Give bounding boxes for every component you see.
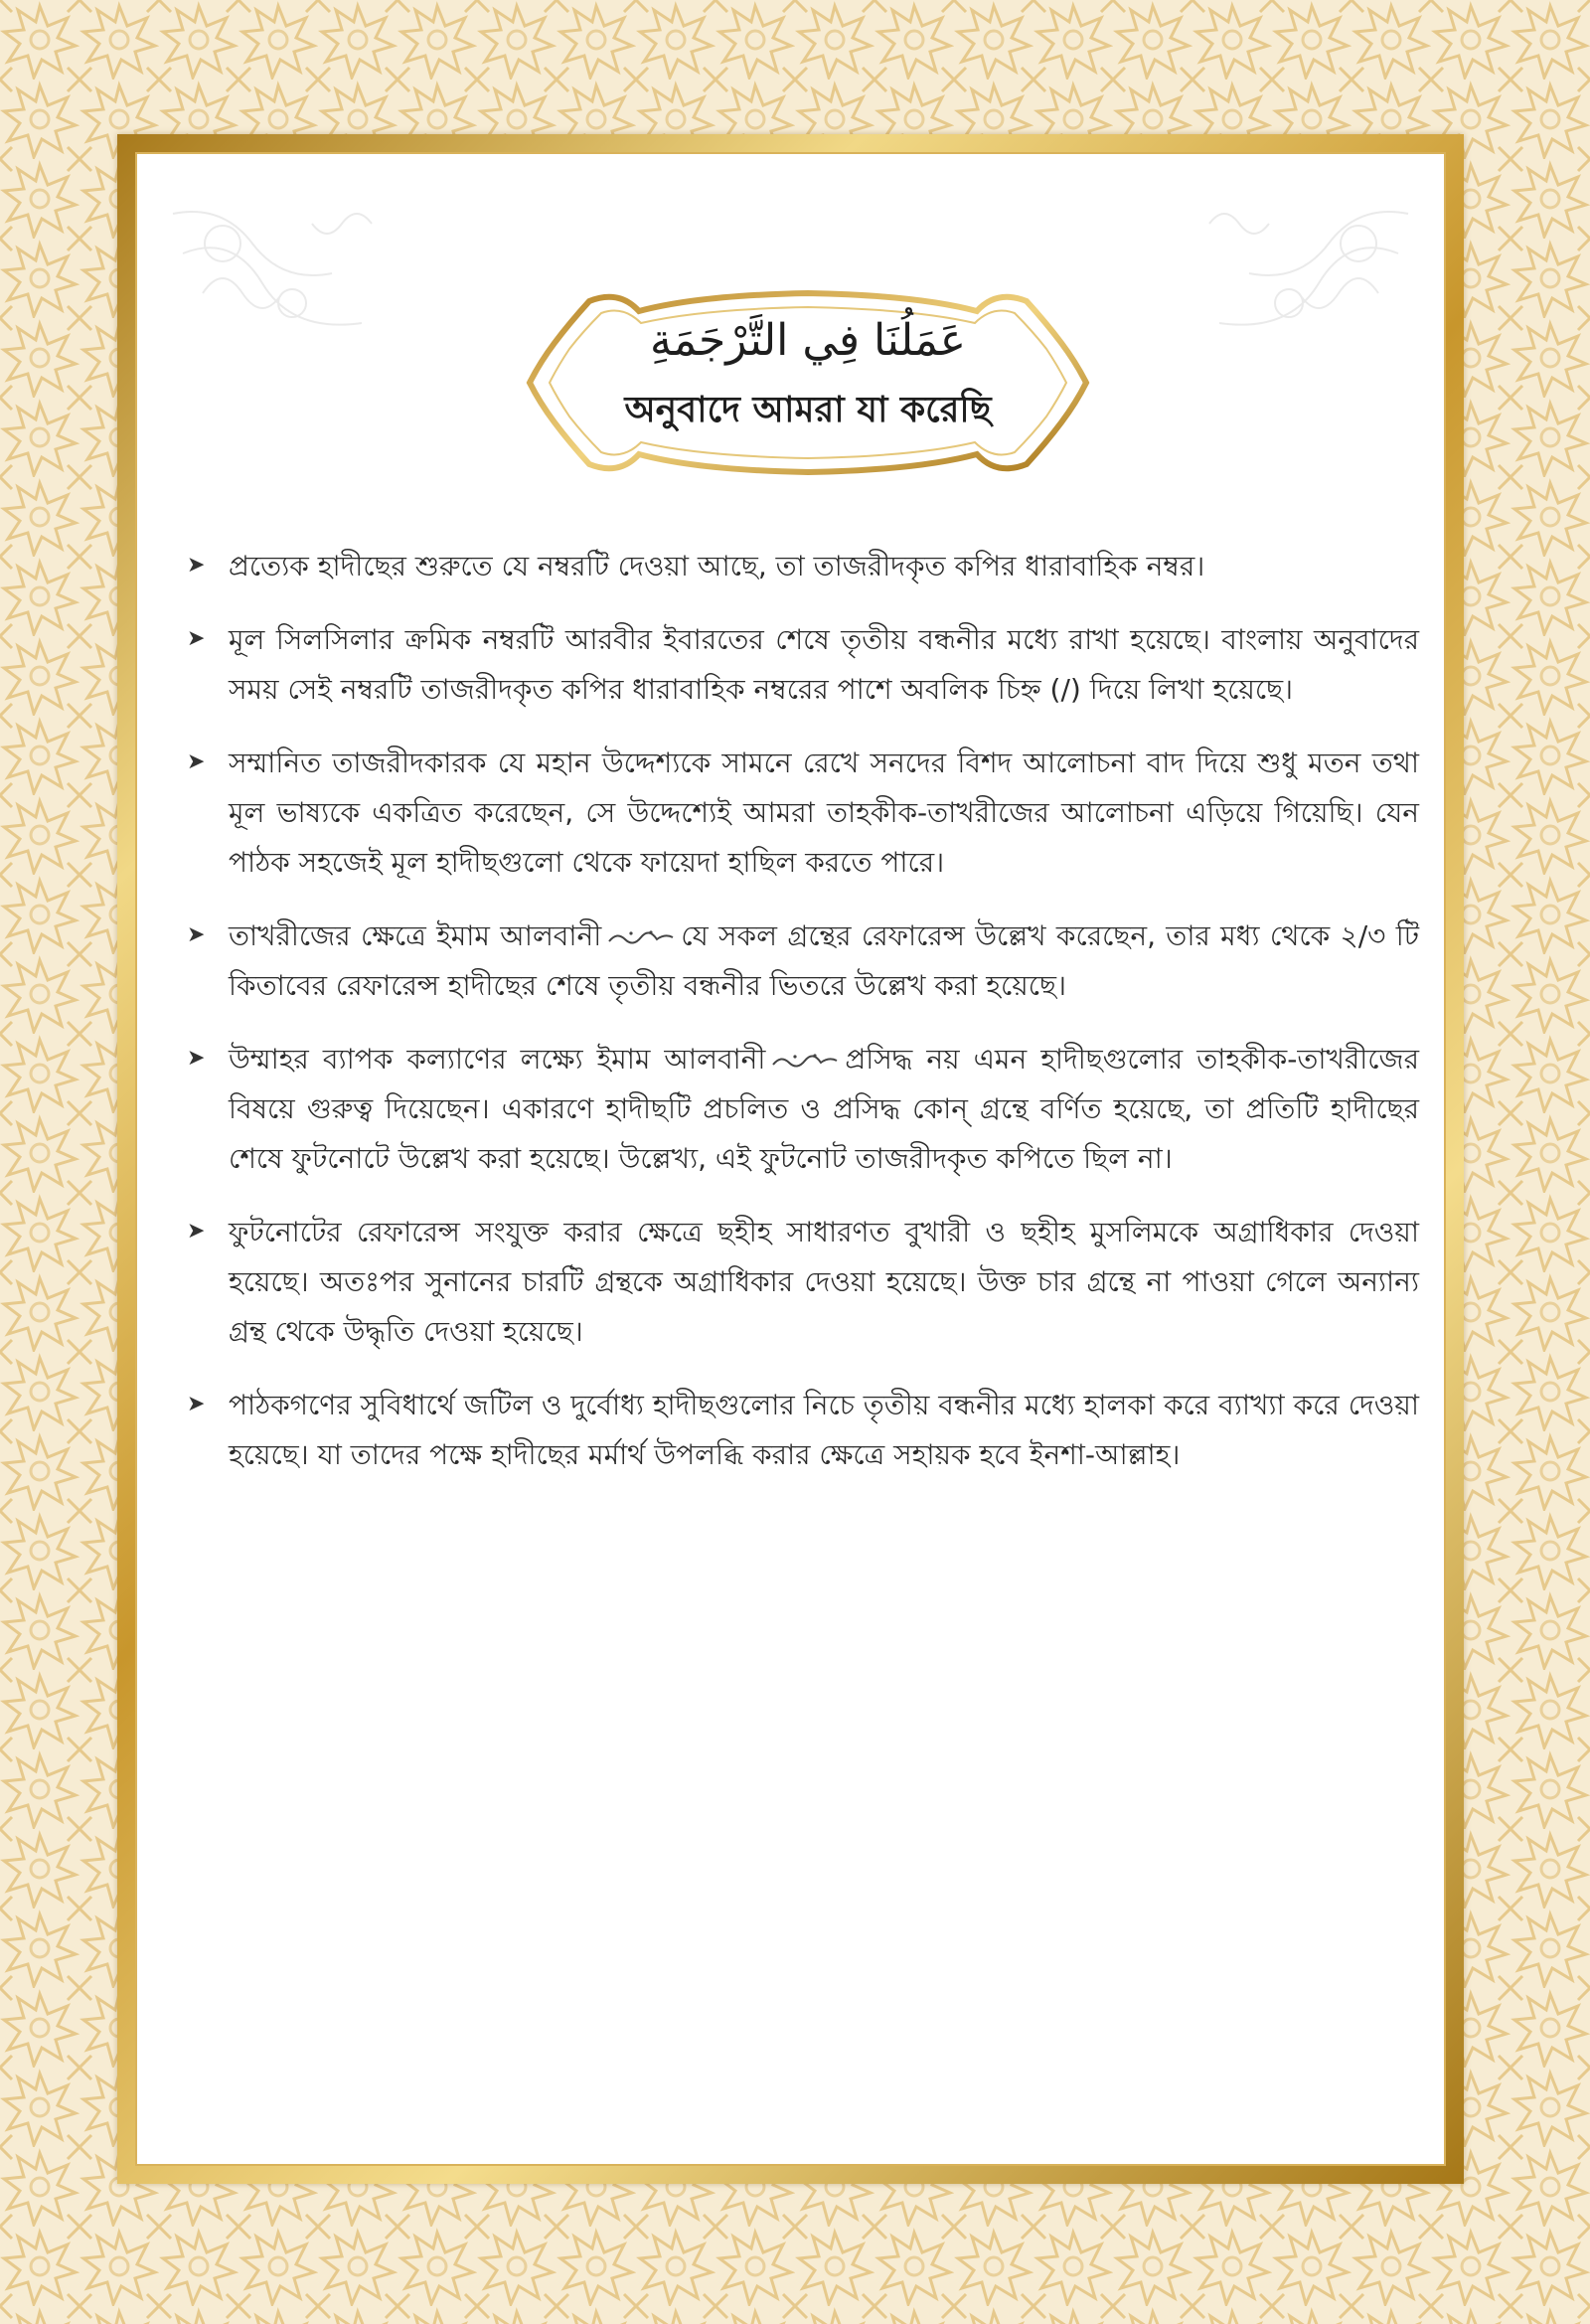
rahimahullah-calligraphy-icon	[607, 927, 675, 947]
arrowhead-bullet-icon: ➤	[187, 626, 206, 651]
list-item-text: মূল সিলসিলার ক্রমিক নম্বরটি আরবীর ইবারতের শেষে তৃতীয় বন্ধনীর মধ্যে রাখা হয়েছে। বাংলায় অনুবাদের সময় সেই নম্বরটি তাজরীদকৃত কপির ধারাবাহিক নম্বরের পাশে অবলিক চিহ্ন (/) দিয়ে লিখা হয়েছে।	[229, 623, 1419, 706]
rahimahullah-calligraphy-icon	[771, 1051, 839, 1071]
list-item-text: প্রত্যেক হাদীছের শুরুতে যে নম্বরটি দেওয়া আছে, তা তাজরীদকৃত কপির ধারাবাহিক নম্বর।	[229, 550, 1205, 582]
list-item-text-before: উম্মাহর ব্যাপক কল্যাণের লক্ষ্যে ইমাম আলবানী	[229, 1043, 766, 1076]
arabic-title: عَمَلُنَا فِي التَّرْجَمَةِ	[649, 315, 967, 366]
arrowhead-bullet-icon: ➤	[187, 553, 206, 578]
list-item	[167, 1035, 1419, 1184]
list-item	[167, 615, 1419, 715]
corner-ornament-right	[1190, 194, 1418, 363]
list-item-text: ফুটনোটের রেফারেন্স সংযুক্ত করার ক্ষেত্রে ছহীহ সাধারণত বুখারী ও ছহীহ মুসলিমকে অগ্রাধিকার দেওয়া হয়েছে। অতঃপর সুনানের চারটি গ্রন্থকে অগ্রাধিকার দেওয়া হয়েছে। উক্ত চার গ্রন্থে না পাওয়া গেলে অন্যান্য গ্রন্থ থেকে উদ্ধৃতি দেওয়া হয়েছে।	[229, 1216, 1419, 1348]
list-item-text: সম্মানিত তাজরীদকারক যে মহান উদ্দেশ্যকে সামনে রেখে সনদের বিশদ আলোচনা বাদ দিয়ে শুধু মতন তথা মূল ভাষ্যকে একত্রিত করেছেন, সে উদ্দেশ্যেই আমরা তাহকীক-তাখরীজের আলোচনা এড়িয়ে গিয়েছি। যেন পাঠক সহজেই মূল হাদীছগুলো থেকে ফায়েদা হাছিল করতে পারে।	[229, 747, 1419, 879]
title-badge	[520, 283, 1096, 482]
corner-ornament-left	[163, 194, 392, 363]
list-item-text-before: তাখরীজের ক্ষেত্রে ইমাম আলবানী	[229, 919, 602, 952]
list-item-text	[229, 1035, 1419, 1184]
list-item	[167, 1208, 1419, 1357]
list-item-text-after: প্রসিদ্ধ নয় এমন হাদীছগুলোর তাহকীক-তাখরীজের বিষয়ে গুরুত্ব দিয়েছেন। একারণে হাদীছটি প্রচলিত ও প্রসিদ্ধ কোন্ গ্রন্থে বর্ণিত হয়েছে, তা প্রতিটি হাদীছের শেষে ফুটনোটে উল্লেখ করা হয়েছে। উল্লেখ্য, এই ফুটনোট তাজরীদকৃত কপিতে ছিল না।	[229, 1043, 1419, 1175]
arrowhead-bullet-icon: ➤	[187, 749, 206, 774]
arrowhead-bullet-icon: ➤	[187, 1219, 206, 1244]
gold-frame	[117, 134, 1464, 2184]
arrowhead-bullet-icon: ➤	[187, 1046, 206, 1071]
item-list	[167, 542, 1419, 1504]
list-item	[167, 542, 1419, 591]
list-item	[167, 912, 1419, 1011]
list-item-text: পাঠকগণের সুবিধার্থে জটিল ও দুর্বোধ্য হাদীছগুলোর নিচে তৃতীয় বন্ধনীর মধ্যে হালকা করে ব্যাখ্যা করে দেওয়া হয়েছে। যা তাদের পক্ষে হাদীছের মর্মার্থ উপলব্ধি করার ক্ষেত্রে সহায়ক হবে ইনশা-আল্লাহ।	[229, 1389, 1419, 1471]
page-title: অনুবাদে আমরা যা করেছি	[624, 390, 992, 430]
arrowhead-bullet-icon: ➤	[187, 1392, 206, 1416]
list-item	[167, 1381, 1419, 1480]
list-item-text	[229, 912, 1419, 1011]
content-panel	[135, 152, 1446, 2166]
list-item-text-after: যে সকল গ্রন্থের রেফারেন্স উল্লেখ করেছেন, তার মধ্য থেকে ২/৩ টি কিতাবের রেফারেন্স হাদীছের শেষে তৃতীয় বন্ধনীর ভিতরে উল্লেখ করা হয়েছে।	[229, 919, 1419, 1002]
list-item	[167, 739, 1419, 888]
arrowhead-bullet-icon: ➤	[187, 922, 206, 947]
